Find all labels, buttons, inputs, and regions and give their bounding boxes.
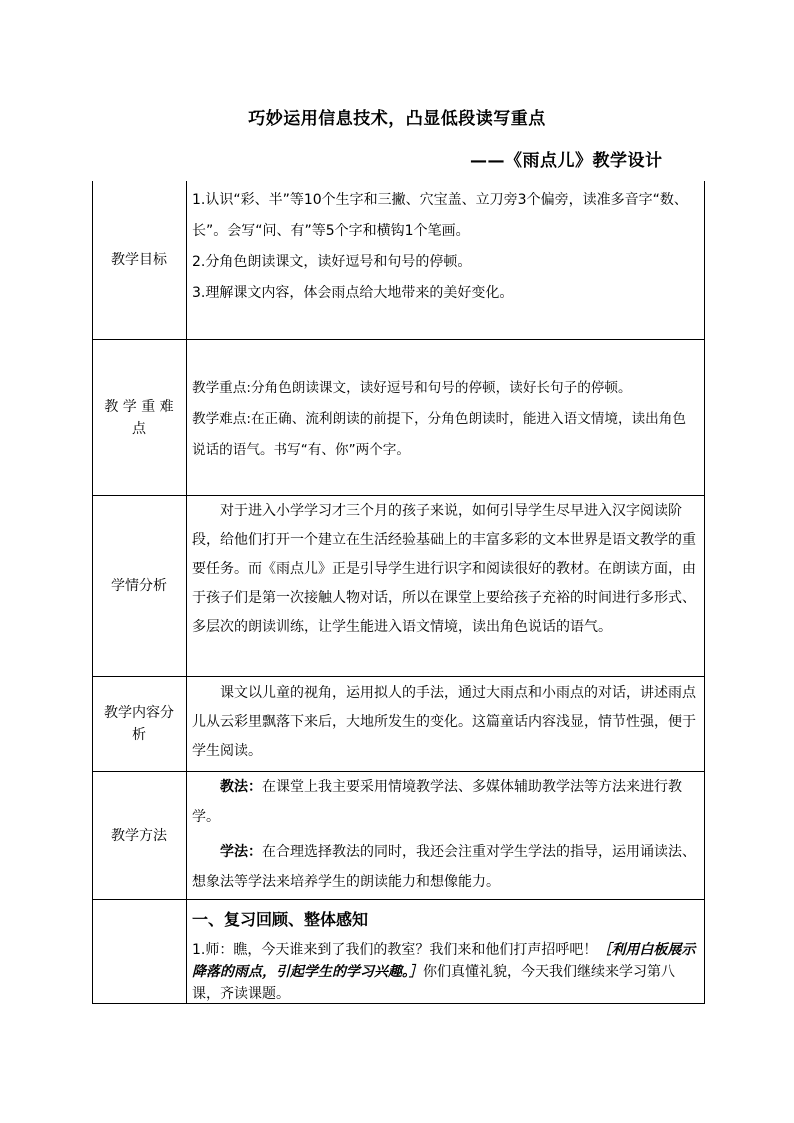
row-label-student-analysis: 学情分析 (111, 578, 167, 594)
step-1-note: ［利用白板展示降落的雨点，引起学生的学习兴趣。］ (192, 942, 696, 980)
table-row (92, 340, 705, 495)
row-content-key-points (186, 340, 705, 495)
learning-method-label: 学法： (220, 844, 262, 860)
difficult-point-line: 教学难点:在正确、流利朗读的前提下，分角色朗读时，能进入语文情境，读出角色说话的语气。书写“有、你”两个字。 (192, 411, 686, 458)
row-content-content-analysis (186, 677, 705, 771)
section-heading: 一、复习回顾、整体感知 (192, 910, 369, 929)
row-content-process (186, 900, 705, 1003)
document-title: 巧妙运用信息技术，凸显低段读写重点 (248, 109, 546, 129)
goal-line: 2.分角色朗读课文，读好逗号和句号的停顿。 (192, 254, 472, 270)
table-row (92, 772, 705, 899)
document-subtitle: ——《雨点儿》教学设计 (470, 151, 663, 171)
row-label-key-points: 教 学 重 难 点 (104, 398, 174, 437)
row-label-content-analysis: 教学内容分析 (104, 705, 174, 743)
table-row (92, 677, 705, 771)
key-point-line: 教学重点:分角色朗读课文，读好逗号和句号的停顿，读好长句子的停顿。 (192, 380, 632, 396)
table-row (92, 496, 705, 676)
goal-line: 1.认识“彩、半”等10个生字和三撇、穴宝盖、立刀旁3个偏旁，读准多音字“数、长”。会写“问、有”等5个字和横钩1个笔画。 (192, 192, 688, 239)
teaching-method-label: 教法： (220, 779, 262, 795)
row-label-process (92, 900, 186, 1003)
process-step-1 (192, 939, 699, 1005)
learning-method-text: 在合理选择教法的同时，我还会注重对学生学法的指导，运用诵读法、想象法等学法来培养学生的朗读能力和想像能力。 (192, 844, 696, 890)
table-row (92, 181, 705, 339)
learning-method (192, 837, 699, 897)
row-content-methods (186, 772, 705, 899)
content-analysis-text: 课文以儿童的视角，运用拟人的手法，通过大雨点和小雨点的对话，讲述雨点儿从云彩里飘落下来后，大地所发生的变化。这篇童话内容浅显，情节性强，便于学生阅读。 (192, 685, 696, 759)
row-content-student-analysis (186, 496, 705, 676)
goal-line: 3.理解课文内容，体会雨点给大地带来的美好变化。 (192, 285, 514, 301)
teaching-method (192, 772, 699, 832)
row-label-goals: 教学目标 (111, 252, 167, 268)
row-content-goals (186, 181, 705, 339)
step-1-text-a: 1.师：瞧，今天谁来到了我们的教室？我们来和他们打声招呼吧！ (192, 942, 598, 958)
teaching-method-text: 在课堂上我主要采用情境教学法、多媒体辅助教学法等方法来进行教学。 (192, 779, 682, 825)
row-label-methods: 教学方法 (111, 827, 167, 844)
table-row (92, 900, 705, 1003)
student-analysis-text: 对于进入小学学习才三个月的孩子来说，如何引导学生尽早进入汉字阅读阶段，给他们打开一个建立在生活经验基础上的丰富多彩的文本世界是语文教学的重要任务。而《雨点儿》正是引导学生进行识字和阅读很好的教材。在朗读方面，由于孩子们是第一次接触人物对话，所以在课堂上要给孩子充裕的时间进行多形式、多层次的朗读训练，让学生能进入语文情境，读出角色说话的语气。 (192, 503, 696, 635)
step-1-text-b: 你们真懂礼貌，今天我们继续来学习第八课，齐读课题。 (192, 964, 675, 1002)
